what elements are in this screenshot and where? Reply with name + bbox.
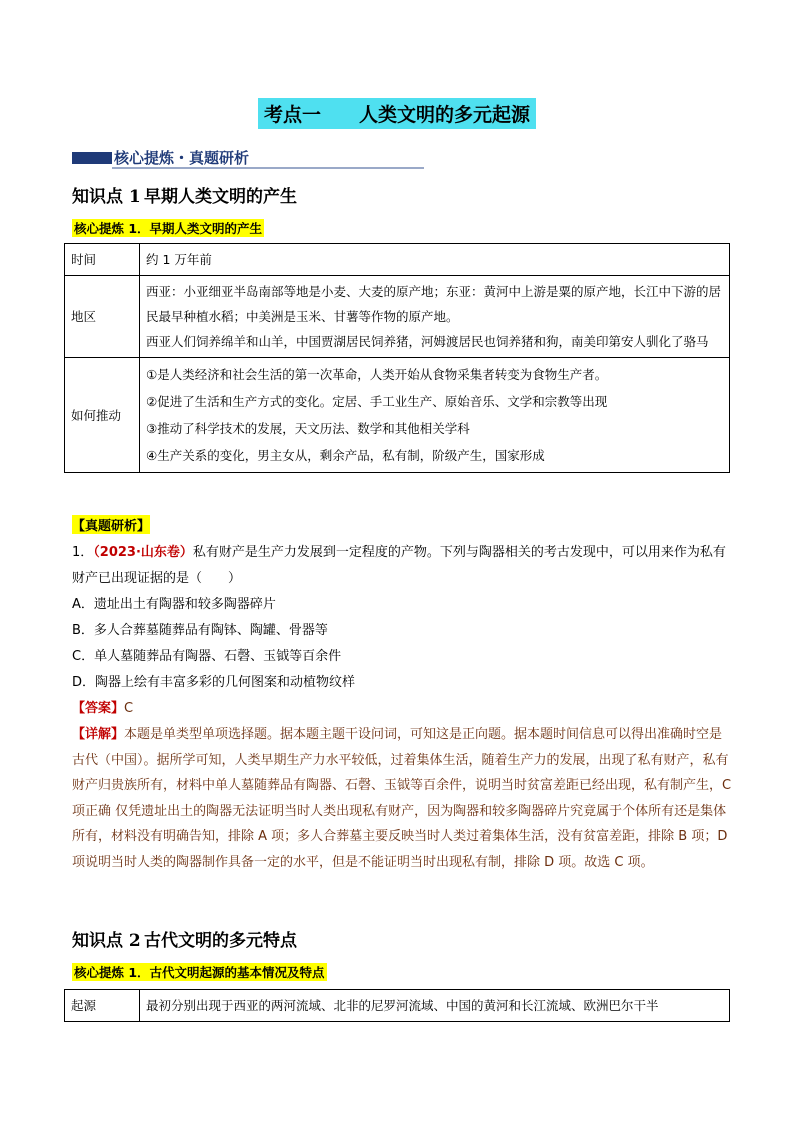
table-row bbox=[65, 276, 730, 358]
answer-line bbox=[72, 696, 732, 722]
detail-text: 本题是单类型单项选择题。据本题主题干设问词，可知这是正向题。据本题时间信息可以得出准确时空是古代（中国）。据所学可知，人类早期生产力水平较低，过着集体生活，随着生产力的发展，出现了私有财产，私有财产归贵族所有，材料中单人墓随葬品有陶器、石磬、玉钺等百余件，说明当时贫富差距已经出现，私有制产生，C 项正确 仅凭遗址出土的陶器无法证明当时人类出现私有财产，因为陶器和较多陶器碎片究竟属于个体所有还是集体所有，材料没有明确告知，排除 A 项；多人合葬墓主要反映当时人类过着集体生活，没有贫富差距，排除 B 项；D 项说明当时人类的陶器制作具备一定的水平，但是不能证明当时出现私有制，排除 D 项。故选 C 项。 bbox=[72, 727, 732, 870]
table-1 bbox=[64, 243, 730, 473]
row-content bbox=[140, 244, 730, 276]
table-row bbox=[65, 244, 730, 276]
row-content bbox=[140, 990, 730, 1022]
page-title bbox=[258, 98, 536, 129]
kp1-title: 早期人类文明的产生 bbox=[144, 187, 297, 207]
cell-line: ③推动了科学技术的发展，天文历法、数学和其他相关学科 bbox=[146, 421, 470, 436]
question-stem bbox=[72, 540, 732, 592]
question-number: 1． bbox=[72, 545, 94, 560]
core-highlight-2: 核心提炼 1．古代文明起源的基本情况及特点 bbox=[74, 965, 325, 980]
table-row bbox=[65, 358, 730, 473]
question-text: 私有财产是生产力发展到一定程度的产物。下列与陶器相关的考古发现中，可以用来作为私有财产已出现证据的是（ ） bbox=[72, 545, 726, 586]
banner-underline bbox=[112, 167, 424, 169]
detail-paragraph bbox=[72, 722, 732, 875]
cell-line: 最初分别出现于西亚的两河流域、北非的尼罗河流域、中国的黄河和长江流域、欧洲巴尔干半 bbox=[146, 997, 659, 1013]
row-content bbox=[140, 276, 730, 358]
cell-line: 约 1 万年前 bbox=[146, 252, 212, 267]
kp2-title: 古代文明的多元特点 bbox=[144, 931, 297, 951]
table-row bbox=[65, 990, 730, 1022]
option-a: A．遗址出土有陶器和较多陶器碎片 bbox=[72, 597, 276, 612]
knowledge-point-2 bbox=[72, 926, 297, 951]
detail-label: 【详解】 bbox=[72, 727, 125, 742]
question-block bbox=[72, 540, 732, 875]
title-wrap bbox=[0, 98, 794, 129]
table-2 bbox=[64, 989, 730, 1022]
core-highlight-1: 核心提炼 1．早期人类文明的产生 bbox=[74, 221, 263, 236]
kp2-num: 知识点 2 bbox=[72, 931, 141, 951]
cell-line: ④生产关系的变化，男主女从，剩余产品，私有制，阶级产生，国家形成 bbox=[146, 448, 545, 463]
title-right: 人类文明的多元起源 bbox=[359, 104, 531, 126]
title-left: 考点一 bbox=[263, 104, 321, 126]
section-banner bbox=[72, 148, 422, 170]
option-c: C．单人墓随葬品有陶器、石磬、玉钺等百余件 bbox=[72, 649, 342, 664]
option-b: B．多人合葬墓随葬品有陶钵、陶罐、骨器等 bbox=[72, 623, 328, 638]
knowledge-point-1 bbox=[72, 182, 297, 207]
question-source: （2023·山东卷） bbox=[93, 545, 193, 560]
answer-value: C bbox=[124, 701, 134, 716]
row-content bbox=[140, 358, 730, 473]
row-label: 地区 bbox=[65, 276, 140, 358]
cell-line: 西亚人们饲养绵羊和山羊，中国贾湖居民饲养猪，河姆渡居民也饲养猪和狗，南美印第安人驯化了骆马 bbox=[146, 334, 709, 349]
banner-text: 核心提炼・真题研析 bbox=[114, 149, 250, 167]
row-label: 如何推动 bbox=[65, 358, 140, 473]
cell-line: ②促进了生活和生产方式的变化。定居、手工业生产、原始音乐、文学和宗教等出现 bbox=[146, 394, 608, 409]
cell-line: 西亚：小亚细亚半岛南部等地是小麦、大麦的原产地；东亚：黄河中上游是粟的原产地，长江中下游的居民最早种植水稻；中美洲是玉米、甘薯等作物的原产地。 bbox=[146, 284, 722, 324]
banner-bar bbox=[72, 152, 112, 164]
zhenti-label: 【真题研析】 bbox=[72, 515, 150, 534]
row-label: 起源 bbox=[65, 990, 140, 1022]
option-d: D．陶器上绘有丰富多彩的几何图案和动植物纹样 bbox=[72, 675, 356, 690]
row-label: 时间 bbox=[65, 244, 140, 276]
cell-line: ①是人类经济和社会生活的第一次革命，人类开始从食物采集者转变为食物生产者。 bbox=[146, 367, 608, 382]
kp1-num: 知识点 1 bbox=[72, 187, 141, 207]
answer-label: 【答案】 bbox=[72, 701, 125, 716]
